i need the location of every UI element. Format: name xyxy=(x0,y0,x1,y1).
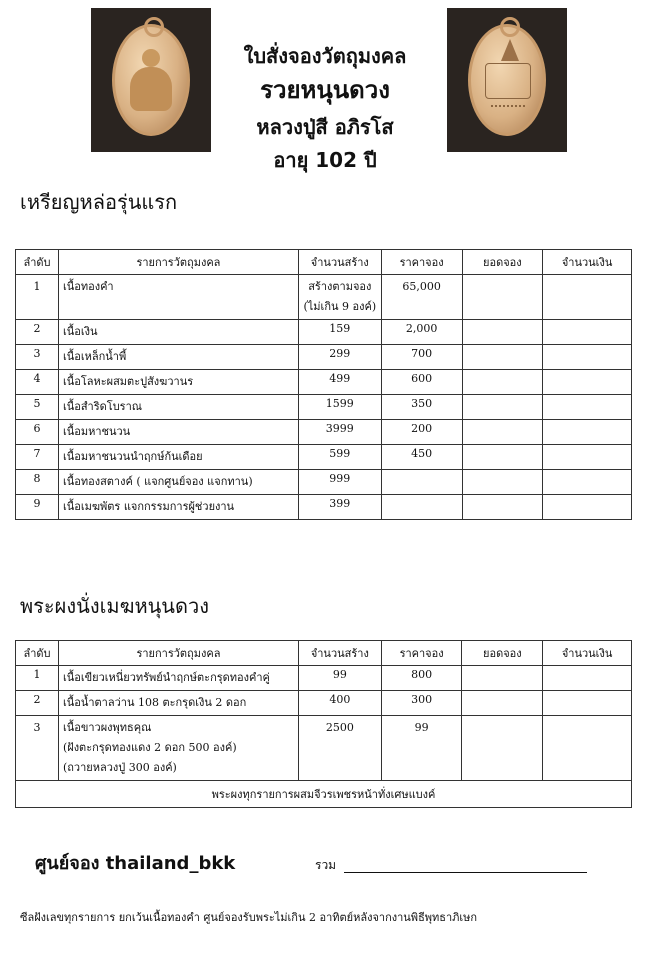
col-header-item: รายการวัตถุมงคล xyxy=(58,250,298,275)
row-no: 8 xyxy=(16,470,59,495)
row-item: เนื้อทองสตางค์ ( แจกศูนย์จอง แจกทาน) xyxy=(58,470,298,495)
row-price: 700 xyxy=(381,345,462,370)
header-series-name: รวยหนุนดวง xyxy=(260,76,390,104)
table-row xyxy=(16,666,632,691)
row-qty: 499 xyxy=(298,370,381,395)
table-header-row xyxy=(16,250,632,275)
col-header-qty: จำนวนสร้าง xyxy=(298,641,381,666)
col-header-no: ลำดับ xyxy=(16,641,59,666)
row-no: 9 xyxy=(16,495,59,520)
col-header-no: ลำดับ xyxy=(16,250,59,275)
table-row xyxy=(16,275,632,320)
row-no: 7 xyxy=(16,445,59,470)
row-qty: 599 xyxy=(298,445,381,470)
row-no: 2 xyxy=(16,691,59,716)
col-header-amount: จำนวนเงิน xyxy=(543,641,632,666)
row-item: เนื้อเมฆพัตร แจกกรรมการผู้ช่วยงาน xyxy=(58,495,298,520)
row-price: 800 xyxy=(381,666,462,691)
row-booked-input[interactable] xyxy=(462,716,543,781)
row-no: 1 xyxy=(16,666,59,691)
table-row xyxy=(16,716,632,781)
booking-center: ศูนย์จอง thailand_bkk xyxy=(35,853,236,874)
row-booked-input[interactable] xyxy=(462,495,543,520)
row-amount-input[interactable] xyxy=(543,345,632,370)
row-no: 5 xyxy=(16,395,59,420)
row-amount-input[interactable] xyxy=(543,445,632,470)
row-item: เนื้อเหล็กน้ำพี้ xyxy=(58,345,298,370)
total-input-line[interactable] xyxy=(344,872,587,873)
row-item: เนื้อโลหะผสมตะปูสังฆวานร xyxy=(58,370,298,395)
row-price xyxy=(381,470,462,495)
medal-dots xyxy=(491,105,525,117)
row-booked-input[interactable] xyxy=(462,275,543,320)
row-price: 200 xyxy=(381,420,462,445)
col-header-booked: ยอดจอง xyxy=(462,641,543,666)
row-no: 3 xyxy=(16,716,59,781)
row-booked-input[interactable] xyxy=(462,345,543,370)
row-booked-input[interactable] xyxy=(462,691,543,716)
row-price: 350 xyxy=(381,395,462,420)
row-item: เนื้อเงิน xyxy=(58,320,298,345)
table-row xyxy=(16,495,632,520)
row-booked-input[interactable] xyxy=(462,420,543,445)
medal-front xyxy=(112,24,190,136)
header-title: ใบสั่งจองวัตถุมงคล xyxy=(243,44,407,68)
row-item: เนื้อมหาชนวนนำฤกษ์ก้นเดือย xyxy=(58,445,298,470)
section1-table xyxy=(15,249,632,520)
table-row xyxy=(16,420,632,445)
row-booked-input[interactable] xyxy=(462,320,543,345)
row-booked-input[interactable] xyxy=(462,395,543,420)
amulet-back-photo xyxy=(447,8,567,152)
row-amount-input[interactable] xyxy=(543,275,632,320)
row-price: 65,000 xyxy=(381,275,462,320)
row-qty: 299 xyxy=(298,345,381,370)
header-monk-name: หลวงปู่สี อภิรโส xyxy=(256,115,394,139)
table-row xyxy=(16,370,632,395)
row-no: 3 xyxy=(16,345,59,370)
row-no: 4 xyxy=(16,370,59,395)
row-booked-input[interactable] xyxy=(462,445,543,470)
row-qty: 3999 xyxy=(298,420,381,445)
medal-loop xyxy=(500,17,520,37)
row-amount-input[interactable] xyxy=(543,716,632,781)
row-price: 2,000 xyxy=(381,320,462,345)
table-row xyxy=(16,470,632,495)
row-booked-input[interactable] xyxy=(462,666,543,691)
row-item: เนื้อมหาชนวน xyxy=(58,420,298,445)
table-header-row xyxy=(16,641,632,666)
table-row xyxy=(16,320,632,345)
row-amount-input[interactable] xyxy=(543,470,632,495)
row-qty: 159 xyxy=(298,320,381,345)
row-price: 600 xyxy=(381,370,462,395)
document-header xyxy=(220,42,430,176)
row-qty: 999 xyxy=(298,470,381,495)
row-amount-input[interactable] xyxy=(543,691,632,716)
table-row xyxy=(16,345,632,370)
row-price: 450 xyxy=(381,445,462,470)
table-note-row xyxy=(16,781,632,808)
row-qty: 400 xyxy=(298,691,381,716)
row-qty: 1599 xyxy=(298,395,381,420)
row-amount-input[interactable] xyxy=(543,320,632,345)
row-qty: สร้างตามจอง (ไม่เกิน 9 องค์) xyxy=(298,275,381,320)
medal-loop xyxy=(144,17,164,37)
col-header-item: รายการวัตถุมงคล xyxy=(58,641,298,666)
col-header-amount: จำนวนเงิน xyxy=(543,250,632,275)
row-amount-input[interactable] xyxy=(543,495,632,520)
row-booked-input[interactable] xyxy=(462,370,543,395)
row-no: 6 xyxy=(16,420,59,445)
table-row xyxy=(16,691,632,716)
row-item: เนื้อขาวผงพุทธคุณ (ฝังตะกรุดทองแดง 2 ดอก 500 องค์) (ถวายหลวงปู่ 300 องค์) xyxy=(58,716,298,781)
medal-inscription xyxy=(485,63,531,99)
monk-head xyxy=(142,49,160,67)
row-price: 99 xyxy=(381,716,462,781)
amulet-front-photo xyxy=(91,8,211,152)
total-label: รวม xyxy=(315,858,337,872)
col-header-price: ราคาจอง xyxy=(381,641,462,666)
yant-symbol xyxy=(501,39,519,61)
row-price xyxy=(381,495,462,520)
row-item: เนื้อเขียวเหนี่ยวทรัพย์นำฤกษ์ตะกรุดทองคำคู่ xyxy=(58,666,298,691)
row-booked-input[interactable] xyxy=(462,470,543,495)
row-item: เนื้อสำริดโบราณ xyxy=(58,395,298,420)
section1-title: เหรียญหล่อรุ่นแรก xyxy=(20,190,178,214)
table-row xyxy=(16,445,632,470)
row-qty: 99 xyxy=(298,666,381,691)
section2-table xyxy=(15,640,632,808)
row-no: 2 xyxy=(16,320,59,345)
row-price: 300 xyxy=(381,691,462,716)
row-no: 1 xyxy=(16,275,59,320)
col-header-price: ราคาจอง xyxy=(381,250,462,275)
table-row xyxy=(16,395,632,420)
row-amount-input[interactable] xyxy=(543,370,632,395)
row-amount-input[interactable] xyxy=(543,666,632,691)
row-item: เนื้อน้ำตาลว่าน 108 ตะกรุดเงิน 2 ดอก xyxy=(58,691,298,716)
header-monk-age: อายุ 102 ปี xyxy=(273,148,377,172)
row-qty: 399 xyxy=(298,495,381,520)
section2-title: พระผงนั่งเมฆหนุนดวง xyxy=(20,594,209,618)
medal-back xyxy=(468,24,546,136)
row-qty: 2500 xyxy=(298,716,381,781)
col-header-booked: ยอดจอง xyxy=(462,250,543,275)
row-amount-input[interactable] xyxy=(543,420,632,445)
monk-body xyxy=(130,67,172,111)
table-note: พระผงทุกรายการผสมจีวรเพชรหน้าทั่งเศษแบงค์ xyxy=(16,781,632,808)
row-item: เนื้อทองคำ xyxy=(58,275,298,320)
footnote: ซีลฝังเลขทุกรายการ ยกเว้นเนื้อทองคำ ศูนย์จองรับพระไม่เกิน 2 อาทิตย์หลังจากงานพิธีพุทธาภิเษก xyxy=(20,911,478,924)
row-amount-input[interactable] xyxy=(543,395,632,420)
col-header-qty: จำนวนสร้าง xyxy=(298,250,381,275)
